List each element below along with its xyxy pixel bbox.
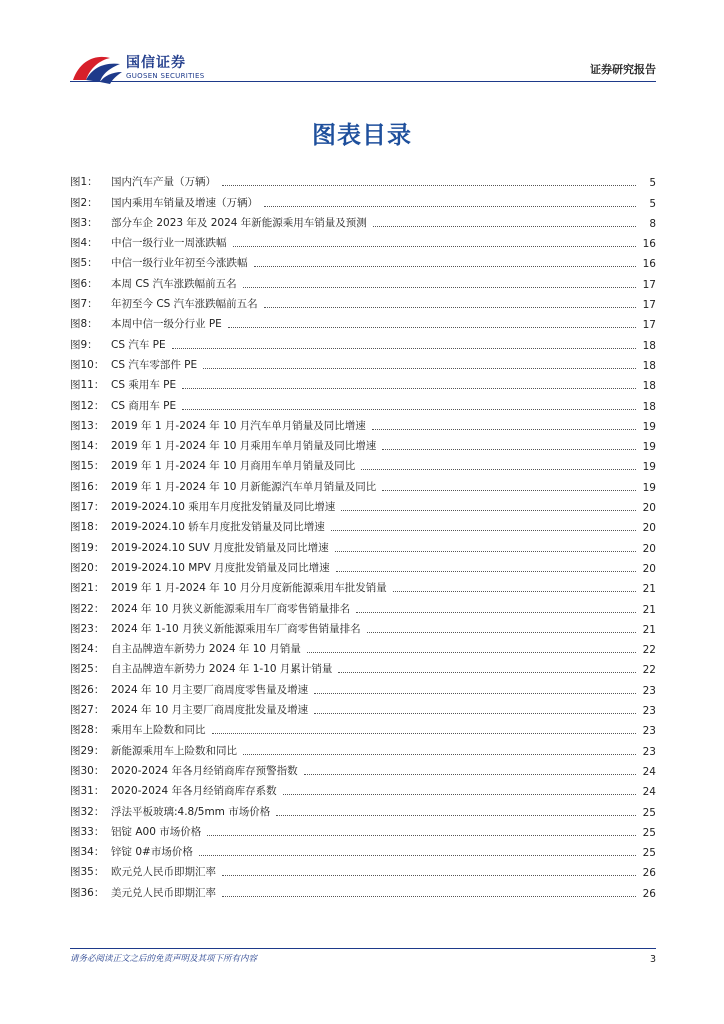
toc-figure-number: 图36： [70,886,105,899]
toc-figure-title[interactable]: 2019 年 1 月-2024 年 10 月新能源汽车单月销量及同比 [111,480,377,493]
toc-dot-leader [228,327,636,328]
toc-figure-title[interactable]: 美元兑人民币即期汇率 [111,886,216,899]
toc-entry[interactable] [70,270,656,290]
toc-entry[interactable] [70,514,656,534]
toc-page-number[interactable]: 18 [642,400,656,413]
toc-figure-number: 图17： [70,501,105,514]
toc-page-number[interactable]: 17 [642,319,656,332]
toc-page-number[interactable]: 20 [642,522,656,535]
toc-entry[interactable] [70,595,656,615]
toc-entry[interactable] [70,433,656,453]
toc-page-number[interactable]: 24 [642,765,656,778]
toc-dot-leader [382,490,636,491]
toc-dot-leader [304,774,636,775]
toc-page-number[interactable]: 8 [649,217,656,230]
toc-figure-number: 图23： [70,622,105,635]
toc-figure-title[interactable]: 2019 年 1 月-2024 年 10 月汽车单月销量及同比增速 [111,419,366,432]
toc-figure-title[interactable]: 国内汽车产量（万辆） [111,176,216,189]
toc-page-number[interactable]: 19 [642,461,656,474]
toc-page-number[interactable]: 25 [642,847,656,860]
toc-figure-number: 图6： [70,277,98,290]
toc-page-number[interactable]: 23 [642,684,656,697]
toc-figure-number: 图28： [70,724,105,737]
toc-figure-title[interactable]: 国内乘用车销量及增速（万辆） [111,196,258,209]
toc-entry[interactable] [70,676,656,696]
toc-entry[interactable] [70,169,656,189]
toc-entry[interactable] [70,250,656,270]
toc-page-number[interactable]: 17 [642,299,656,312]
toc-figure-title[interactable]: 2019 年 1 月-2024 年 10 月乘用车单月销量及同比增速 [111,440,377,453]
toc-dot-leader [341,510,636,511]
toc-dot-leader [172,348,636,349]
toc-dot-leader [367,632,636,633]
report-type-label: 证券研究报告 [590,63,656,76]
toc-figure-number: 图5： [70,257,98,270]
toc-entry[interactable] [70,413,656,433]
toc-figure-title[interactable]: 本周 CS 汽车涨跌幅前五名 [111,277,237,290]
toc-entry[interactable] [70,758,656,778]
toc-figure-number: 图31： [70,785,105,798]
toc-figure-title[interactable]: CS 乘用车 PE [111,379,177,392]
toc-figure-number: 图32： [70,805,105,818]
toc-page-number[interactable]: 24 [642,786,656,799]
toc-dot-leader [243,754,636,755]
toc-dot-leader [314,693,636,694]
toc-dot-leader [264,206,636,207]
toc-figure-number: 图25： [70,663,105,676]
toc-figure-title[interactable]: 铝锭 A00 市场价格 [111,825,202,838]
toc-figure-number: 图14： [70,440,105,453]
toc-page-number[interactable]: 18 [642,359,656,372]
toc-page-number[interactable]: 5 [649,177,656,190]
toc-entry[interactable] [70,636,656,656]
toc-page-number[interactable]: 26 [642,887,656,900]
toc-dot-leader [276,815,636,816]
toc-entry[interactable] [70,291,656,311]
toc-figure-title[interactable]: CS 汽车 PE [111,338,166,351]
toc-entry[interactable] [70,798,656,818]
toc-page-number[interactable]: 19 [642,420,656,433]
toc-page-number[interactable]: 16 [642,238,656,251]
toc-dot-leader [222,185,636,186]
toc-entry[interactable] [70,189,656,209]
toc-dot-leader [212,733,637,734]
toc-page-number[interactable]: 22 [642,664,656,677]
toc-figure-number: 图18： [70,521,105,534]
toc-entry[interactable] [70,717,656,737]
toc-dot-leader [182,388,636,389]
toc-dot-leader [361,469,636,470]
header-divider [70,81,656,82]
toc-figure-title[interactable]: 乘用车上险数和同比 [111,724,206,737]
toc-figure-number: 图11： [70,379,105,392]
toc-figure-title[interactable]: 浮法平板玻璃:4.8/5mm 市场价格 [111,805,271,818]
toc-figure-number: 图10： [70,358,105,371]
toc-figure-number: 图3： [70,216,98,229]
toc-figure-number: 图8： [70,318,98,331]
toc-entry[interactable] [70,210,656,230]
page-number: 3 [649,954,656,965]
toc-dot-leader [233,246,637,247]
toc-dot-leader [336,571,636,572]
toc-figure-number: 图35： [70,866,105,879]
toc-entry[interactable] [70,819,656,839]
toc-dot-leader [222,896,636,897]
toc-entry[interactable] [70,494,656,514]
toc-dot-leader [338,672,636,673]
toc-dot-leader [243,287,636,288]
toc-entry[interactable] [70,352,656,372]
toc-figure-number: 图34： [70,846,105,859]
toc-figure-number: 图24： [70,643,105,656]
toc-figure-number: 图13： [70,419,105,432]
toc-entry[interactable] [70,839,656,859]
toc-figure-title[interactable]: CS 商用车 PE [111,399,177,412]
toc-figure-title[interactable]: CS 汽车零部件 PE [111,358,198,371]
toc-dot-leader [264,307,636,308]
toc-dot-leader [382,449,636,450]
toc-figure-title[interactable]: 2024 年 10 月主要厂商周度零售量及增速 [111,683,309,696]
toc-figure-number: 图19： [70,541,105,554]
page-header [0,0,724,90]
toc-dot-leader [335,551,636,552]
toc-page-number[interactable]: 22 [642,644,656,657]
toc-dot-leader [222,875,636,876]
toc-entry[interactable] [70,656,656,676]
toc-page-number[interactable]: 23 [642,705,656,718]
toc-figure-number: 图30： [70,764,105,777]
toc-figure-title[interactable]: 新能源乘用车上险数和同比 [111,744,237,757]
toc-figure-number: 图2： [70,196,98,209]
toc-figure-title[interactable]: 欧元兑人民币即期汇率 [111,866,216,879]
toc-figure-title[interactable]: 锌锭 0#市场价格 [111,846,193,859]
toc-figure-number: 图21： [70,582,105,595]
toc-page-number[interactable]: 5 [649,197,656,210]
toc-page-number[interactable]: 20 [642,562,656,575]
toc-figure-title[interactable]: 中信一级行业年初至今涨跌幅 [111,257,248,270]
logo-english-text: GUOSEN SECURITIES [126,72,205,80]
toc-figure-title[interactable]: 2019 年 1 月-2024 年 10 月分月度新能源乘用车批发销量 [111,582,387,595]
toc-dot-leader [182,409,636,410]
toc-page-number[interactable]: 26 [642,867,656,880]
toc-entry[interactable] [70,616,656,636]
toc-figure-title[interactable]: 自主品牌造车新势力 2024 年 1-10 月累计销量 [111,663,333,676]
toc-figure-number: 图1： [70,176,98,189]
toc-figure-title[interactable]: 2019-2024.10 MPV 月度批发销量及同比增速 [111,561,330,574]
toc-entry[interactable] [70,392,656,412]
toc-dot-leader [307,652,636,653]
toc-page-number[interactable]: 25 [642,806,656,819]
toc-figure-number: 图33： [70,825,105,838]
footer-divider [70,948,656,949]
toc-figure-title[interactable]: 2019-2024.10 轿车月度批发销量及同比增速 [111,521,325,534]
toc-entry[interactable] [70,737,656,757]
toc-dot-leader [203,368,636,369]
toc-page-number[interactable]: 20 [642,502,656,515]
toc-entry[interactable] [70,697,656,717]
toc-figure-number: 图16： [70,480,105,493]
toc-dot-leader [373,226,636,227]
toc-entry[interactable] [70,859,656,879]
toc-figure-title[interactable]: 部分车企 2023 年及 2024 年新能源乘用车销量及预测 [111,216,367,229]
toc-figure-title[interactable]: 2024 年 1-10 月狭义新能源乘用车厂商零售销量排名 [111,622,361,635]
toc-page-number[interactable]: 19 [642,481,656,494]
toc-page-number[interactable]: 21 [642,603,656,616]
toc-figure-title[interactable]: 2019 年 1 月-2024 年 10 月商用车单月销量及同比 [111,460,356,473]
toc-dot-leader [254,266,637,267]
toc-page-number[interactable]: 19 [642,441,656,454]
toc-page-number[interactable]: 21 [642,623,656,636]
toc-figure-number: 图12： [70,399,105,412]
toc-dot-leader [314,713,636,714]
toc-dot-leader [372,429,636,430]
toc-entry[interactable] [70,473,656,493]
toc-figure-title[interactable]: 年初至今 CS 汽车涨跌幅前五名 [111,298,258,311]
logo-chinese-text: 国信证券 [126,55,186,71]
toc-dot-leader [207,835,636,836]
toc-figure-number: 图29： [70,744,105,757]
toc-dot-leader [356,612,636,613]
toc-figure-number: 图7： [70,298,98,311]
toc-page-number[interactable]: 25 [642,826,656,839]
toc-figure-number: 图9： [70,338,98,351]
toc-figure-title[interactable]: 2020-2024 年各月经销商库存预警指数 [111,764,298,777]
toc-page-number[interactable]: 23 [642,725,656,738]
toc-figure-number: 图26： [70,683,105,696]
toc-page-number[interactable]: 18 [642,339,656,352]
toc-entry[interactable] [70,453,656,473]
toc-page-number[interactable]: 16 [642,258,656,271]
toc-figure-title[interactable]: 本周中信一级分行业 PE [111,318,222,331]
toc-entry[interactable] [70,575,656,595]
toc-figure-title[interactable]: 2019-2024.10 乘用车月度批发销量及同比增速 [111,501,336,514]
toc-figure-number: 图22： [70,602,105,615]
toc-page-number[interactable]: 18 [642,380,656,393]
toc-dot-leader [199,855,636,856]
toc-figure-title[interactable]: 2024 年 10 月狭义新能源乘用车厂商零售销量排名 [111,602,351,615]
toc-dot-leader [393,591,636,592]
table-of-figures [70,169,656,900]
page-title: 图表目录 [312,121,412,149]
toc-entry[interactable] [70,372,656,392]
toc-entry[interactable] [70,331,656,351]
toc-entry[interactable] [70,230,656,250]
toc-page-number[interactable]: 21 [642,583,656,596]
toc-entry[interactable] [70,555,656,575]
toc-page-number[interactable]: 20 [642,542,656,555]
toc-figure-number: 图20： [70,561,105,574]
toc-entry[interactable] [70,879,656,899]
disclaimer-text: 请务必阅读正文之后的免责声明及其项下所有内容 [70,954,258,964]
toc-figure-title[interactable]: 中信一级行业一周涨跌幅 [111,237,227,250]
toc-figure-title[interactable]: 2019-2024.10 SUV 月度批发销量及同比增速 [111,541,329,554]
toc-figure-title[interactable]: 2020-2024 年各月经销商库存系数 [111,785,277,798]
toc-entry[interactable] [70,778,656,798]
toc-figure-number: 图27： [70,704,105,717]
toc-figure-number: 图4： [70,237,98,250]
toc-dot-leader [331,530,636,531]
toc-dot-leader [283,794,636,795]
toc-entry[interactable] [70,534,656,554]
toc-figure-number: 图15： [70,460,105,473]
toc-page-number[interactable]: 17 [642,278,656,291]
toc-figure-title[interactable]: 自主品牌造车新势力 2024 年 10 月销量 [111,643,301,656]
toc-figure-title[interactable]: 2024 年 10 月主要厂商周度批发量及增速 [111,704,309,717]
toc-page-number[interactable]: 23 [642,745,656,758]
toc-entry[interactable] [70,311,656,331]
